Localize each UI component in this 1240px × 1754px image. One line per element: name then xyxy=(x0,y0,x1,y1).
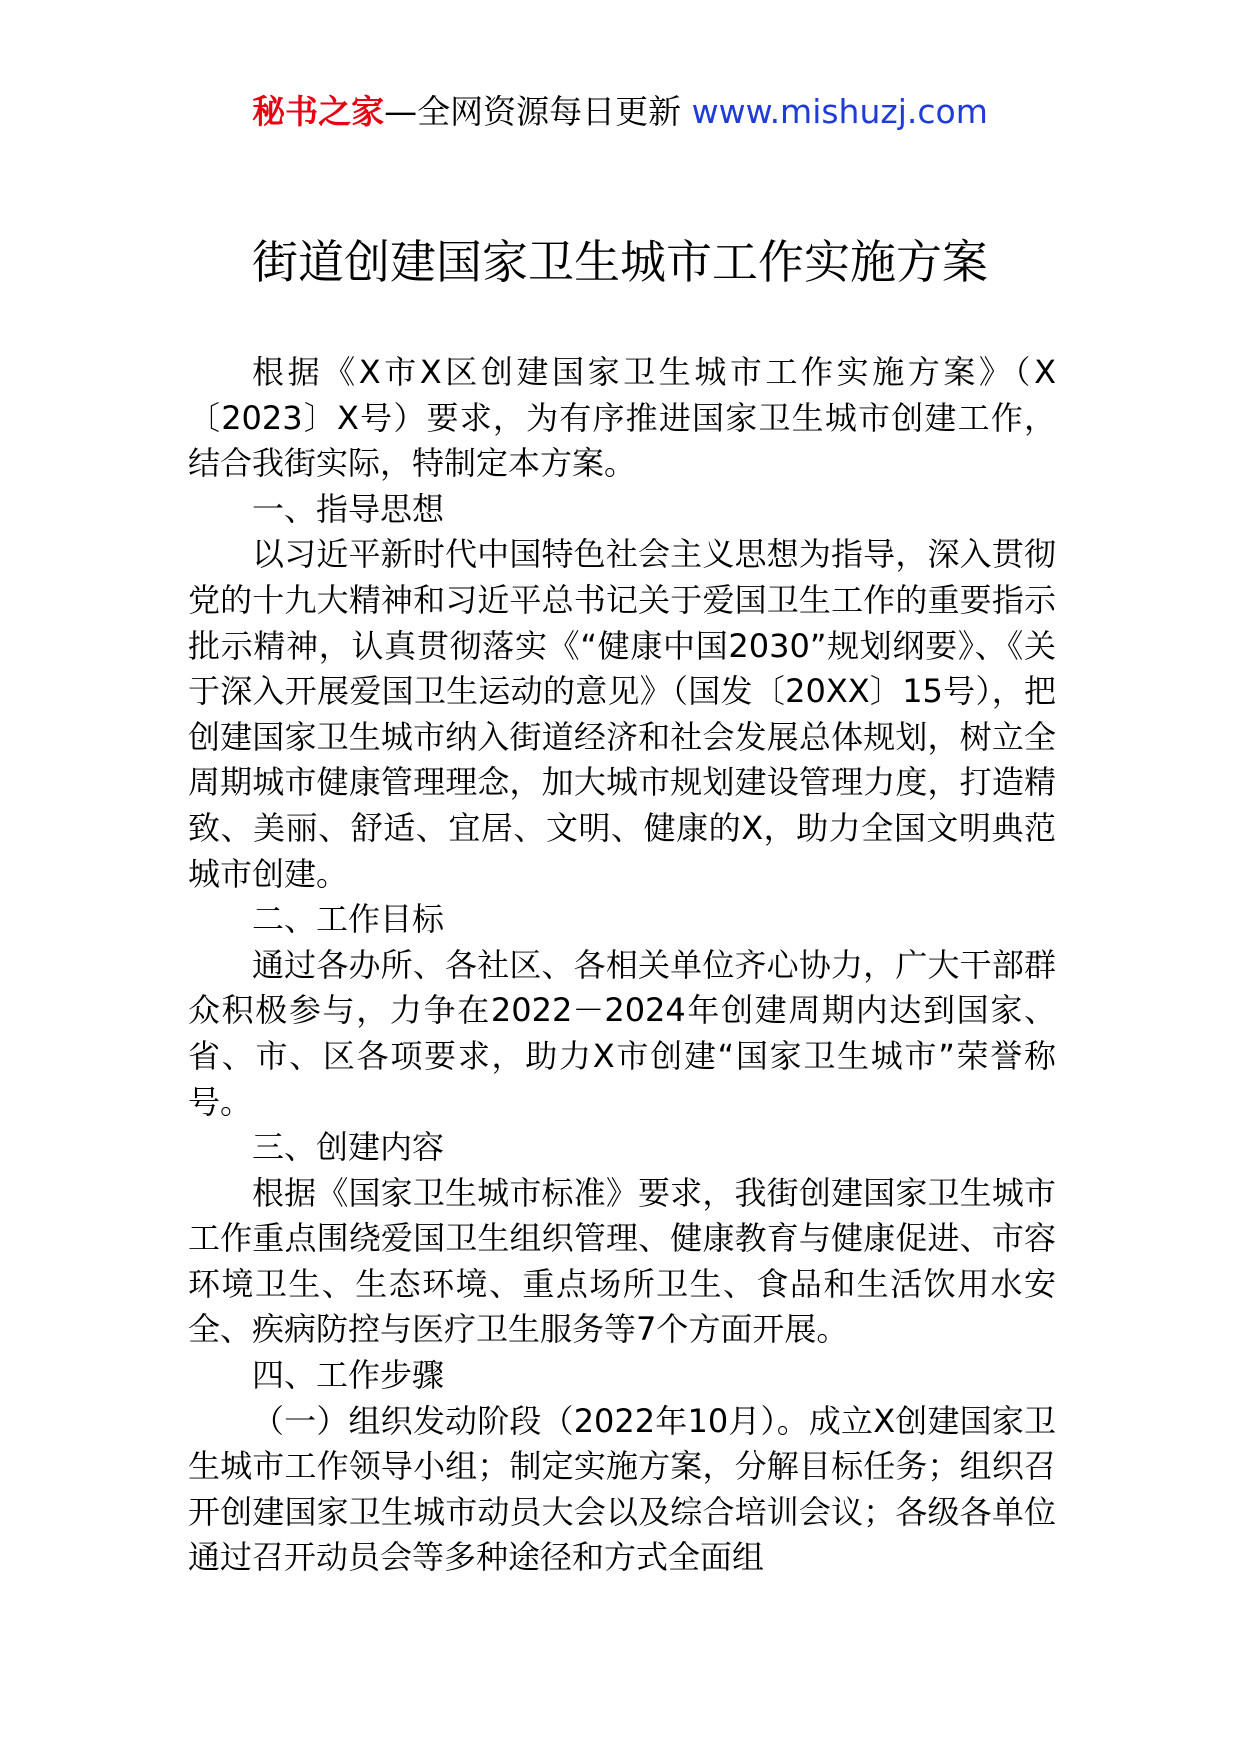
work-goals-paragraph: 通过各办所、各社区、各相关单位齐心协力，广大干部群众积极参与，力争在2022－2024年创建周期内达到国家、省、市、区各项要求，助力X市创建“国家卫生城市”荣誉称号。 xyxy=(188,945,1056,1121)
section-heading-content: 三、创建内容 xyxy=(252,1128,445,1167)
guiding-thought-paragraph: 以习近平新时代中国特色社会主义思想为指导，深入贯彻党的十九大精神和习近平总书记关于爱国卫生工作的重要指示批示精神，认真贯彻落实《“健康中国2030”规划纲要》、《关于深入开展爱国卫生运动的意见》（国发〔20XX〕15号），把创建国家卫生城市纳入街道经济和社会发展总体规划，树立全周期城市健康管理理念，加大城市规划建设管理力度，打造精致、美丽、舒适、宜居、文明、健康的X，助力全国文明典范城市创建。 xyxy=(188,535,1056,893)
intro-paragraph: 根据《X市X区创建国家卫生城市工作实施方案》（X〔2023〕X号）要求，为有序推进国家卫生城市创建工作，结合我街实际，特制定本方案。 xyxy=(188,353,1056,483)
work-steps-paragraph: （一）组织发动阶段（2022年10月）。成立X创建国家卫生城市工作领导小组；制定实施方案，分解目标任务；组织召开创建国家卫生城市动员大会以及综合培训会议；各级各单位通过召开动员会等多种途径和方式全面组 xyxy=(188,1401,1056,1577)
document-body xyxy=(188,350,1056,1581)
site-header xyxy=(0,92,1240,132)
content-paragraph: 根据《国家卫生城市标准》要求，我街创建国家卫生城市工作重点围绕爱国卫生组织管理、健康教育与健康促进、市容环境卫生、生态环境、重点场所卫生、食品和生活饮用水安全、疾病防控与医疗卫生服务等7个方面开展。 xyxy=(188,1173,1056,1349)
section-heading-guiding-thought: 一、指导思想 xyxy=(252,489,445,528)
document-title: 街道创建国家卫生城市工作实施方案 xyxy=(252,235,988,289)
section-heading-work-steps: 四、工作步骤 xyxy=(252,1356,445,1395)
section-heading-work-goals: 二、工作目标 xyxy=(252,900,445,939)
site-tagline: —全网资源每日更新 xyxy=(384,92,692,131)
site-url-link[interactable]: www.mishuzj.com xyxy=(691,92,988,131)
site-brand: 秘书之家 xyxy=(252,92,385,131)
